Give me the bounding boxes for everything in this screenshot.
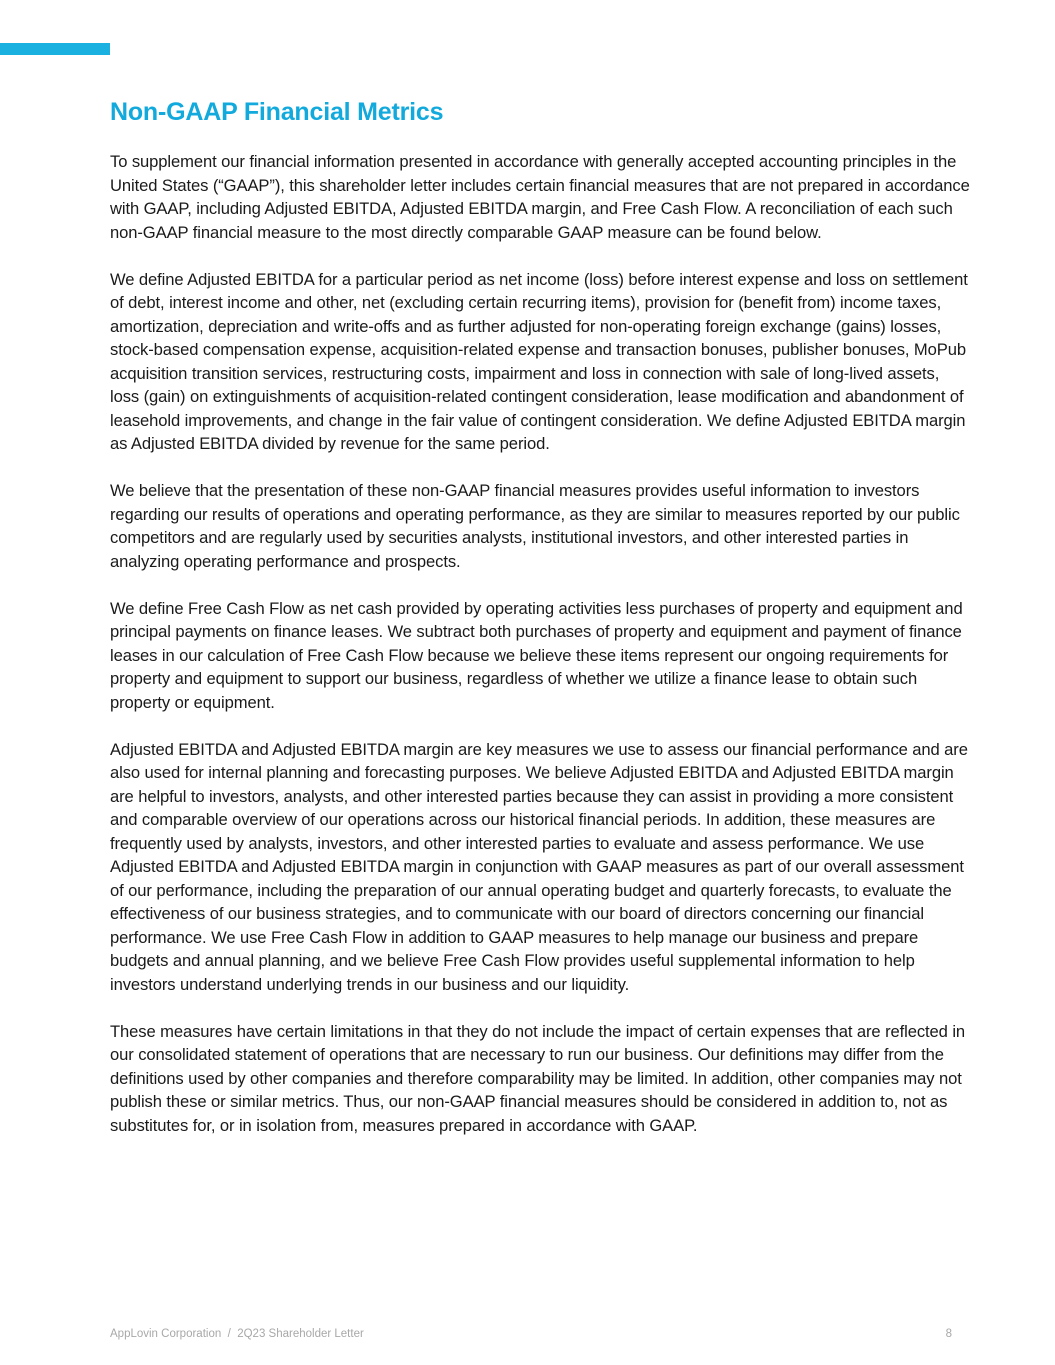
paragraph-free-cash-flow-definition: We define Free Cash Flow as net cash provided by operating activities less purchases of property and equipment and principal payments on finance leases. We subtract both purchases of property and equipment and payment of finance leases in our calculation of Free Cash Flow because we believe these items represent our ongoing requirements for property and equipment to support our business, regardless of whether we utilize a finance lease to obtain such property or equipment.: [110, 598, 963, 712]
paragraph-key-measures: Adjusted EBITDA and Adjusted EBITDA margin are key measures we use to assess our financial performance and are also used for internal planning and forecasting purposes. We believe Adjusted EBITDA and Adjusted EBITDA margin are helpful to investors, analysts, and other interested parties because they can assist in providing a more consistent and comparable overview of our operations across our historical financial periods. In addition, these measures are frequently used by analysts, investors, and other interested parties to evaluate and assess performance. We use Adjusted EBITDA and Adjusted EBITDA margin in conjunction with GAAP measures as part of our overall assessment of our performance, including the preparation of our annual operating budget and quarterly forecasts, to evaluate the effectiveness of our business strategies, and to communicate with our board of directors concerning our financial performance. We use Free Cash Flow in addition to GAAP measures to help manage our business and prepare budgets and annual planning, and we believe Free Cash Flow provides useful supplemental information to help investors understand underlying trends in our business and our liquidity.: [110, 739, 968, 994]
paragraph-intro: To supplement our financial information presented in accordance with generally accepted accounting principles in the United States (“GAAP”), this shareholder letter includes certain financial measures that are not prepared in accordance with GAAP, including Adjusted EBITDA, Adjusted EBITDA margin, and Free Cash Flow. A reconciliation of each such non-GAAP financial measure to the most directly comparable GAAP measure can be found below.: [110, 152, 970, 242]
paragraph-usefulness: We believe that the presentation of these non-GAAP financial measures provides useful information to investors regarding our results of operations and operating performance, as they are similar to measures reported by our public competitors and are regularly used by securities analysts, institutional investors, and other interested parties in analyzing operating performance and prospects.: [110, 481, 960, 571]
document-body: [110, 150, 970, 1161]
page-footer: [110, 1328, 952, 1340]
accent-bar: [0, 43, 110, 55]
page-number: 8: [945, 1328, 952, 1340]
paragraph-adjusted-ebitda-definition: We define Adjusted EBITDA for a particular period as net income (loss) before interest expense and loss on settlement of debt, interest income and other, net (excluding certain recurring items), provision for (benefit from) income taxes, amortization, depreciation and write-offs and as further adjusted for non-operating foreign exchange (gains) losses, stock-based compensation expense, acquisition-related expense and transaction bonuses, publisher bonuses, MoPub acquisition transition services, restructuring costs, impairment and loss in connection with sale of long-lived assets, loss (gain) on extinguishments of acquisition-related contingent consideration, lease modification and abandonment of leasehold improvements, and change in the fair value of contingent consideration. We define Adjusted EBITDA margin as Adjusted EBITDA divided by revenue for the same period.: [110, 269, 968, 453]
page-title: Non-GAAP Financial Metrics: [110, 98, 444, 126]
footer-source: AppLovin Corporation / 2Q23 Shareholder Letter: [110, 1328, 364, 1340]
paragraph-limitations: These measures have certain limitations in that they do not include the impact of certain expenses that are reflected in our consolidated statement of operations that are necessary to run our business. Our definitions may differ from the definitions used by other companies and therefore comparability may be limited. In addition, other companies may not publish these or similar metrics. Thus, our non-GAAP financial measures should be considered in addition to, not as substitutes for, or in isolation from, measures prepared in accordance with GAAP.: [110, 1021, 966, 1135]
